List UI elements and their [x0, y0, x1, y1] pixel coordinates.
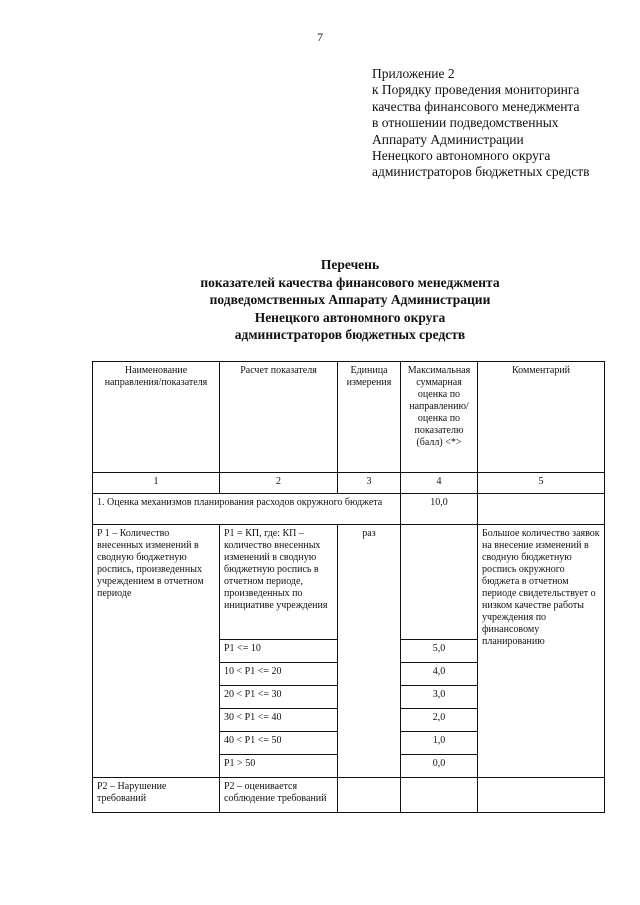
- condition-text: 10 < P1 <= 20: [220, 663, 338, 686]
- title-line: администраторов бюджетных средств: [234, 327, 466, 342]
- page-number: 7: [317, 30, 323, 44]
- condition-text: 30 < P1 <= 40: [220, 709, 338, 732]
- title-line: подведомственных Аппарату Администрации: [209, 292, 491, 307]
- section-title: 1. Оценка механизмов планирования расходов окружного бюджета: [93, 494, 401, 525]
- appendix-line: Аппарату Администрации: [372, 131, 524, 147]
- column-number: 1: [93, 473, 220, 494]
- p1-name: P 1 – Количество внесенных изменений в сводную бюджетную роспись, произведенных учреждением в отчетном периоде: [93, 525, 220, 778]
- appendix-line: администраторов бюджетных средств: [372, 164, 590, 180]
- column-number: 5: [478, 473, 605, 494]
- header-unit: Единица измерения: [338, 362, 401, 473]
- title-line: показателей качества финансового менеджмента: [200, 274, 500, 290]
- appendix-line: к Порядку проведения мониторинга: [372, 82, 580, 98]
- condition-score: 4,0: [401, 663, 478, 686]
- column-number: 4: [401, 473, 478, 494]
- p1-calc: P1 = КП, где: КП – количество внесенных изменений в сводную бюджетную роспись в отчетном периоде, произведенных по инициативе учреждения: [220, 525, 338, 640]
- condition-score: 3,0: [401, 686, 478, 709]
- p2-calc: P2 – оценивается соблюдение требований: [220, 778, 338, 813]
- condition-score: 5,0: [401, 640, 478, 663]
- table-header-row: [93, 362, 605, 473]
- title-line: Перечень: [320, 257, 380, 272]
- appendix-line: в отношении подведомственных: [372, 115, 559, 131]
- section-row: [93, 494, 605, 525]
- header-max-score: Максимальная суммарная оценка по направлению/ оценка по показателю (балл) <*>: [401, 362, 478, 473]
- column-number: 3: [338, 473, 401, 494]
- column-number: 2: [220, 473, 338, 494]
- appendix-line: Ненецкого автономного округа: [372, 148, 551, 164]
- condition-score: 2,0: [401, 709, 478, 732]
- indicators-table: [92, 361, 605, 813]
- section-comment-empty: [478, 494, 605, 525]
- p1-score-empty: [401, 525, 478, 640]
- condition-text: 40 < P1 <= 50: [220, 732, 338, 755]
- header-comment: Комментарий: [478, 362, 605, 473]
- condition-score: 1,0: [401, 732, 478, 755]
- p2-score-empty: [401, 778, 478, 813]
- section-max-score: 10,0: [401, 494, 478, 525]
- p2-name: P2 – Нарушение требований: [93, 778, 220, 813]
- p2-comment-empty: [478, 778, 605, 813]
- title-line: Ненецкого автономного округа: [254, 309, 446, 325]
- condition-text: P1 <= 10: [220, 640, 338, 663]
- condition-text: P1 > 50: [220, 755, 338, 778]
- p1-unit: раз: [338, 525, 401, 778]
- document-title: [0, 256, 640, 344]
- indicator-row-p1: [93, 525, 605, 640]
- header-name: Наименование направления/показателя: [93, 362, 220, 473]
- indicator-row-p2: [93, 778, 605, 813]
- column-number-row: [93, 473, 605, 494]
- condition-score: 0,0: [401, 755, 478, 778]
- p2-unit-empty: [338, 778, 401, 813]
- appendix-line: качества финансового менеджмента: [372, 98, 580, 114]
- p1-comment: Большое количество заявок на внесение изменений в сводную бюджетную роспись окружного бюджета в отчетном периоде свидетельствует о низком качестве работы учреждения по финансовому планированию: [478, 525, 605, 778]
- appendix-header: [372, 66, 637, 181]
- appendix-line: Приложение 2: [372, 66, 455, 81]
- header-calc: Расчет показателя: [220, 362, 338, 473]
- condition-text: 20 < P1 <= 30: [220, 686, 338, 709]
